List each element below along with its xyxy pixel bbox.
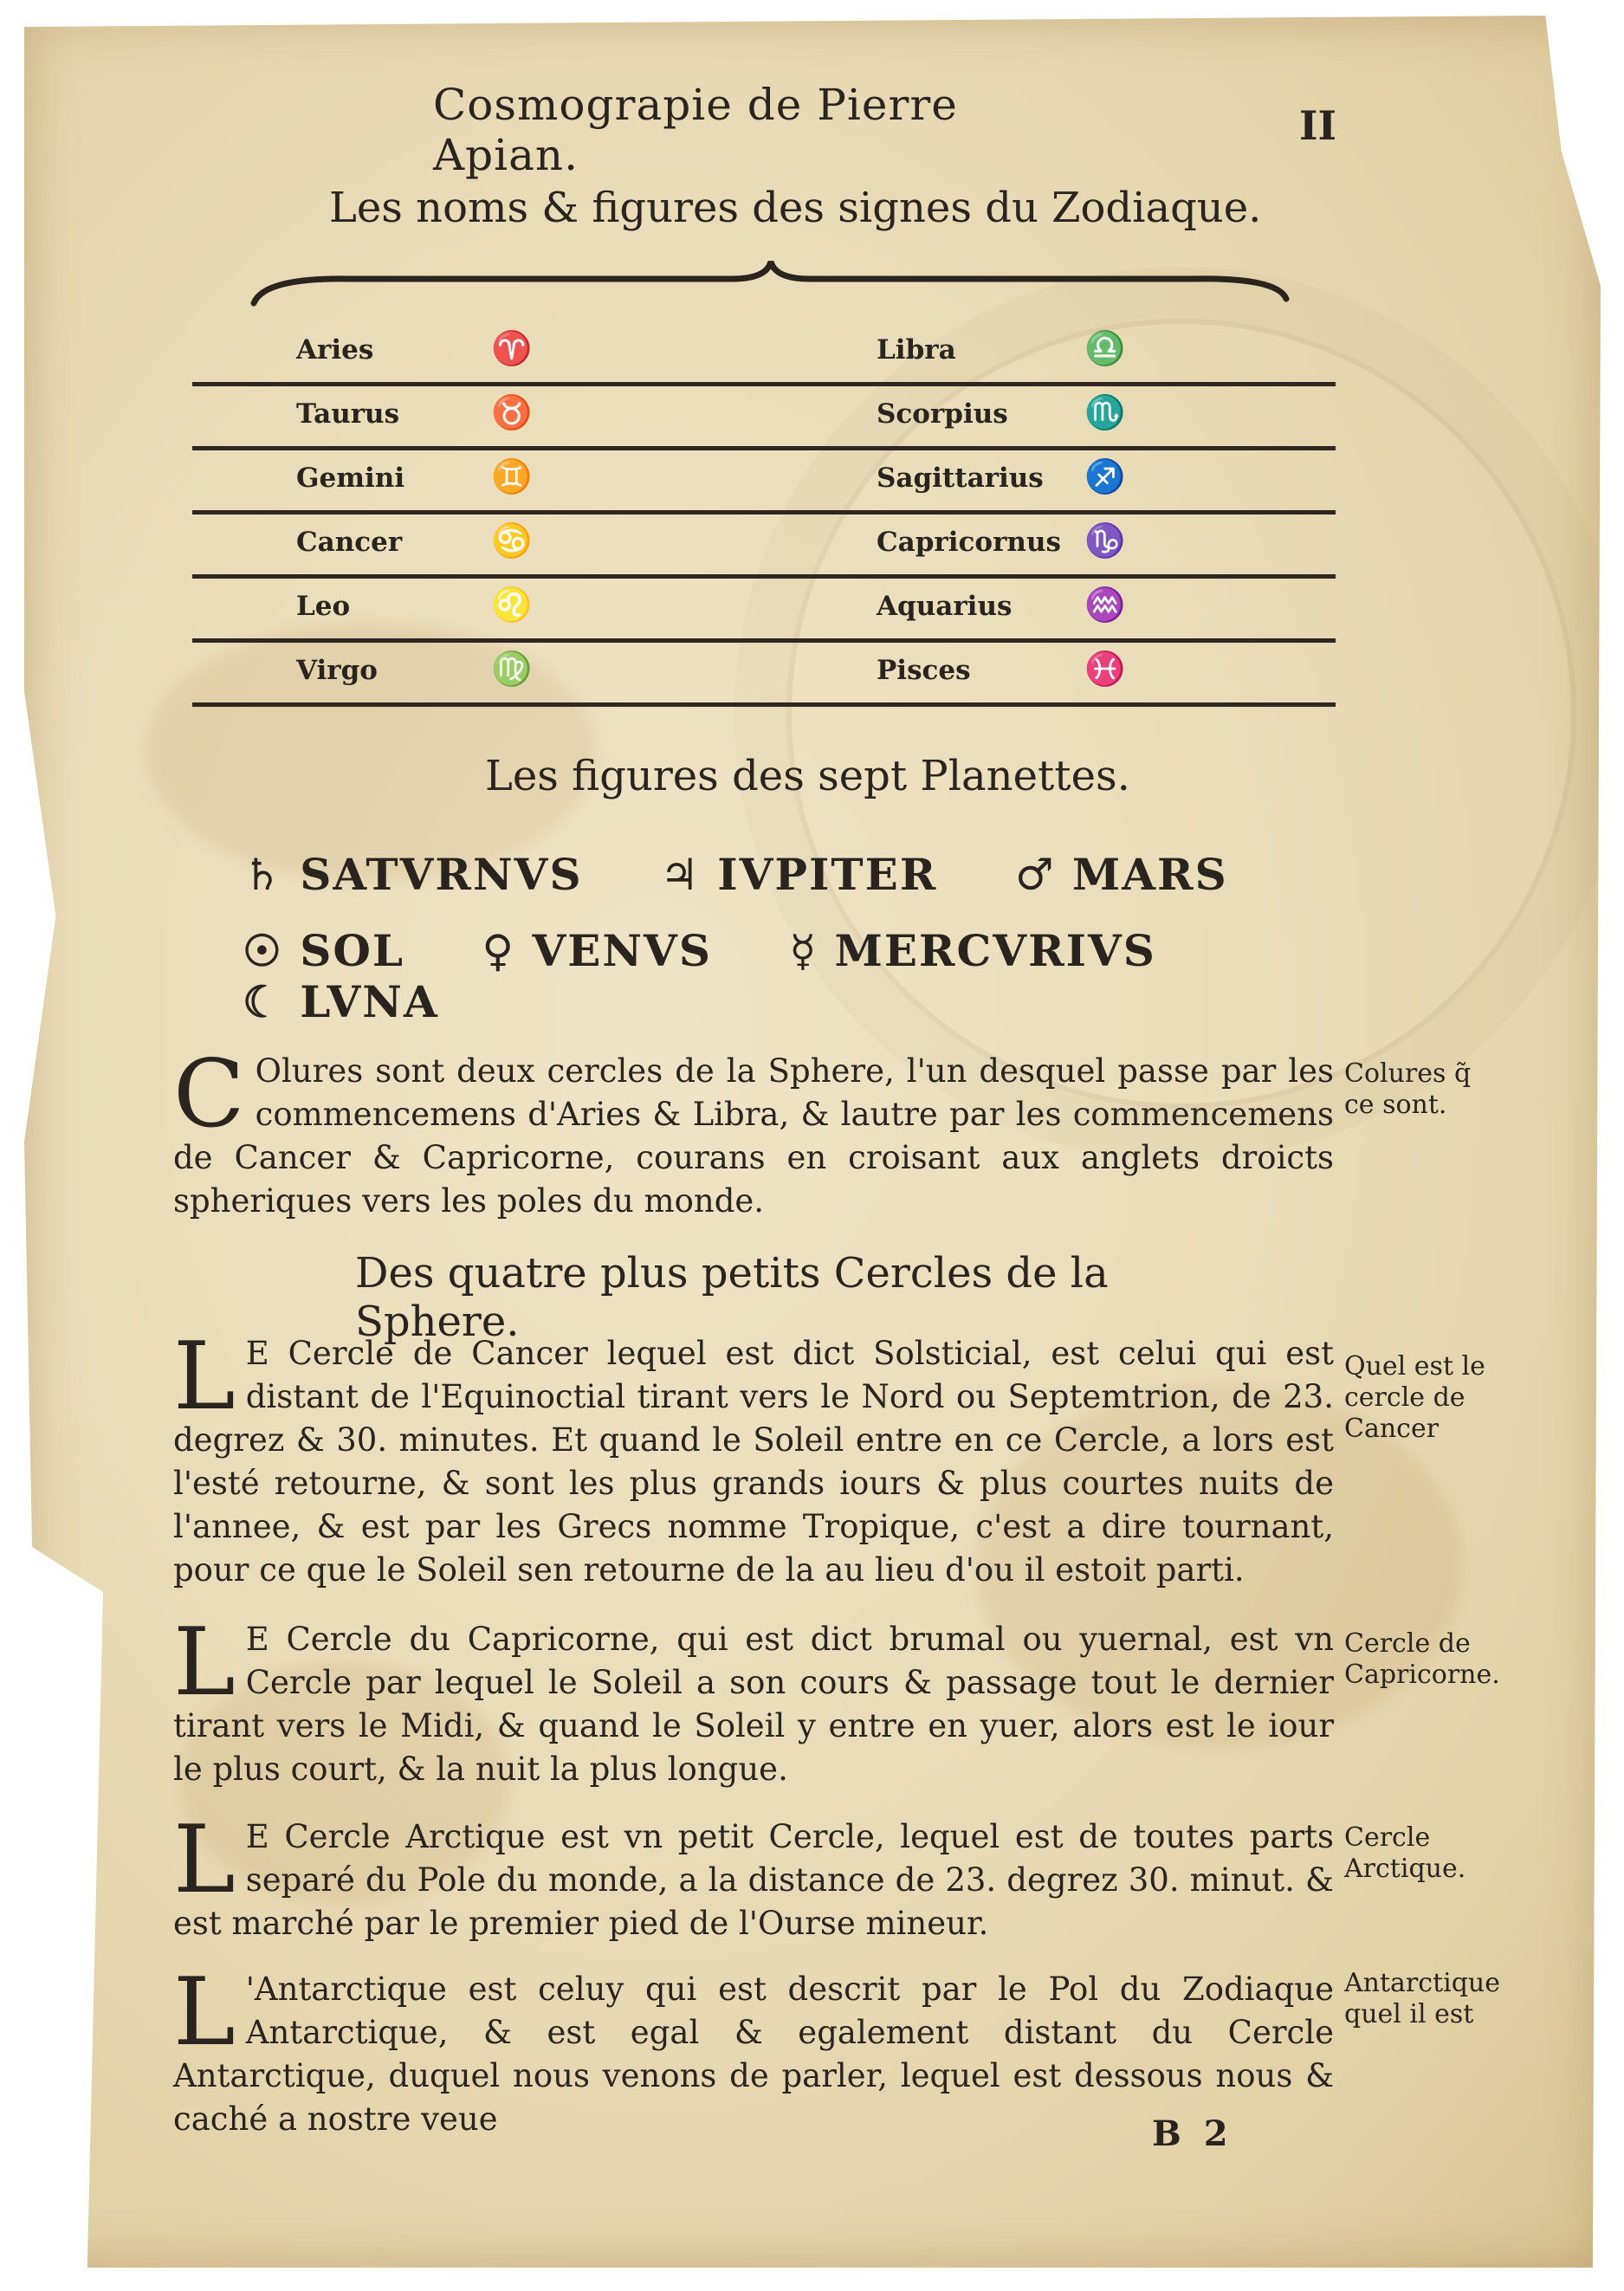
sign-symbol: ♋ xyxy=(491,521,533,560)
planet-mars: ♂ MARS xyxy=(1014,849,1228,900)
sign-name: Aries xyxy=(296,334,374,366)
table-row xyxy=(192,579,1336,643)
margin-note: Cercle Arctique. xyxy=(1344,1822,1466,1884)
sign-symbol: ♌ xyxy=(491,586,533,624)
margin-note: Colures q̃ ce sont. xyxy=(1344,1058,1472,1120)
drop-cap: L xyxy=(173,1323,236,1431)
planet-venus: ♀ VENVS xyxy=(482,925,712,976)
drop-cap: C xyxy=(173,1040,245,1149)
zodiac-heading: Les noms & figures des signes du Zodiaque. xyxy=(329,184,1262,232)
sign-name: Capricornus xyxy=(877,527,1061,558)
paragraph-text: E Cercle du Capricorne, qui est dict brumal ou yuernal, est vn Cercle par lequel le Soleil a son cours & passage tout le dernier tirant vers le Midi, & quand le Soleil y entre en yuer, alors est le iour le plus court, & la nuit la plus longue. xyxy=(173,1621,1334,1788)
sign-name: Cancer xyxy=(296,527,403,558)
page-number: II xyxy=(1299,102,1337,149)
capricorn-paragraph xyxy=(173,1608,1334,1791)
sign-name: Virgo xyxy=(296,655,378,686)
table-row xyxy=(192,322,1336,386)
zodiac-table xyxy=(192,322,1336,707)
paragraph-text: E Cercle Arctique est vn petit Cercle, lequel est de toutes parts separé du Pole du monde, a la distance de 23. degrez 30. minut. & est marché par le premier pied de l'Ourse mineur. xyxy=(173,1818,1334,1942)
sign-symbol: ♉ xyxy=(491,393,533,431)
sign-symbol: ♐ xyxy=(1084,457,1126,495)
sign-symbol: ♎ xyxy=(1084,329,1126,367)
sign-symbol: ♏ xyxy=(1084,393,1126,431)
planet-jupiter: ♃ IVPITER xyxy=(659,849,938,900)
cancer-paragraph xyxy=(173,1323,1334,1592)
table-row xyxy=(192,450,1336,515)
sign-symbol: ♓ xyxy=(1084,650,1126,688)
planet-luna: ☾ LVNA xyxy=(243,976,439,1027)
running-title: Cosmograpie de Pierre Apian. xyxy=(433,80,958,180)
section-heading: Des quatre plus petits Cercles de la Sphere. xyxy=(355,1249,1109,1346)
planet-mercury: ☿ MERCVRIVS xyxy=(789,925,1156,976)
table-row xyxy=(192,643,1336,707)
margin-note: Antarctique quel il est xyxy=(1344,1968,1500,2029)
sign-symbol: ♈ xyxy=(491,329,533,367)
sign-name: Taurus xyxy=(296,398,400,430)
sign-symbol: ♒ xyxy=(1084,586,1126,624)
sign-symbol: ♑ xyxy=(1084,521,1126,560)
sign-name: Leo xyxy=(296,591,351,622)
sign-symbol: ♊ xyxy=(491,457,533,495)
margin-note: Cercle de Capricorne. xyxy=(1344,1628,1500,1690)
sign-name: Pisces xyxy=(877,655,971,686)
paragraph-text: Olures sont deux cercles de la Sphere, l'un desquel passe par les commencemens d'Aries & Libra, & lautre par les commencemens de Cancer & Capricorne, courans en croisant aux anglets droicts spheriques vers les poles du monde. xyxy=(173,1052,1334,1220)
planet-sol: ☉ SOL xyxy=(243,925,405,976)
planets-row-1 xyxy=(243,849,1368,900)
drop-cap: L xyxy=(173,1806,236,1914)
table-row xyxy=(192,515,1336,579)
paragraph-text: E Cercle de Cancer lequel est dict Solsticial, est celui qui est distant de l'Equinoctial tirant vers le Nord ou Septemtrion, de 23. degrez & 30. minutes. Et quand le Soleil entre en ce Cercle, a lors est l'esté retourne, & sont les plus grands iours & plus courtes nuits de l'annee, & est par les Grecs nomme Tropique, c'est a dire tournant, pour ce que le Soleil sen retourne de la au lieu d'ou il estoit parti. xyxy=(173,1335,1334,1589)
sign-name: Sagittarius xyxy=(877,463,1044,494)
paragraph-text: 'Antarctique est celuy qui est descrit par le Pol du Zodiaque Antarctique, & est egal & egalement distant du Cercle Antarctique, duquel nous venons de parler, lequel est dessous nous & caché a nostre veue xyxy=(173,1971,1334,2138)
signature-mark: B 2 xyxy=(1152,2113,1233,2154)
planets-heading: Les figures des sept Planettes. xyxy=(485,752,1130,800)
drop-cap: L xyxy=(173,1958,236,2067)
sign-symbol: ♍ xyxy=(491,650,533,688)
curly-brace xyxy=(247,260,1295,320)
sign-name: Scorpius xyxy=(877,398,1008,430)
sign-name: Libra xyxy=(877,334,956,366)
arctic-paragraph xyxy=(173,1806,1334,1945)
sign-name: Gemini xyxy=(296,463,405,494)
planets-row-2 xyxy=(243,925,1368,1027)
drop-cap: L xyxy=(173,1608,236,1717)
planet-saturn: ♄ SATVRNVS xyxy=(243,849,583,900)
margin-note: Quel est le cercle de Cancer xyxy=(1344,1351,1485,1444)
colures-paragraph xyxy=(173,1040,1334,1223)
table-row xyxy=(192,386,1336,450)
sign-name: Aquarius xyxy=(877,591,1013,622)
